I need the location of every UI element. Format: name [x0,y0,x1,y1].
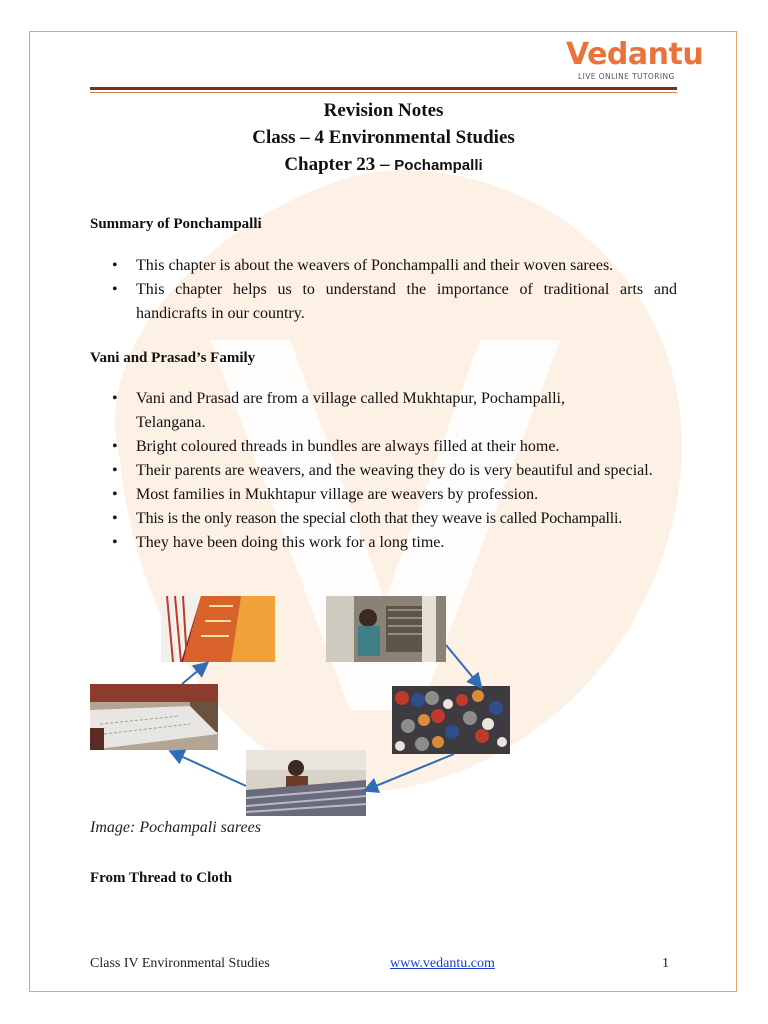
bullet-icon: • [112,257,118,274]
header-rule-thin [90,92,677,93]
woven-cloth-photo [90,684,218,750]
list-item-text: This chapter helps us to understand the importance of traditional arts and handicrafts in our country. [136,281,677,322]
document-header [90,97,677,179]
saree-photo [161,596,275,662]
title-line-1: Revision Notes [323,100,444,121]
bullet-list [90,254,677,326]
chapter-name: Pochampalli [394,157,483,174]
bullet-list [90,387,677,555]
list-item [90,483,677,507]
section-heading: Vani and Prasad’s Family [90,350,256,366]
bullet-icon: • [112,390,118,407]
list-item-text: They have been doing this work for a long time. [136,534,445,551]
chapter-number: Chapter 23 – [284,154,390,175]
list-item [90,435,677,459]
logo-tagline: LIVE ONLINE TUTORING [578,72,675,81]
page-number: 1 [662,956,669,971]
list-item-text: Most families in Mukhtapur village are weavers by profession. [136,486,539,503]
title-line-3 [90,151,677,179]
bullet-icon: • [112,486,118,503]
weaver-photo [326,596,446,662]
vedantu-logo[interactable] [566,37,704,84]
list-item [90,254,677,278]
title-line-2: Class – 4 Environmental Studies [252,127,515,148]
bullet-icon: • [112,438,118,455]
list-item-text: This is the only reason the special cloth that they weave is called Pochampalli. [136,510,623,527]
list-item [90,507,677,531]
list-item [90,531,677,555]
list-item-text: Their parents are weavers, and the weaving they do is very beautiful and special. [136,462,653,479]
list-item-text: Bright coloured threads in bundles are always filled at their home. [136,438,560,455]
logo-wordmark: Vedantu [566,37,704,72]
header-rule [90,87,677,90]
thread-bundles-photo [392,686,510,754]
list-item-text: Vani and Prasad are from a village called Mukhtapur, Pochampalli, Telangana. [136,390,565,431]
bullet-icon: • [112,281,118,298]
figure-caption: Image: Pochampali sarees [90,819,261,836]
list-item [90,278,677,326]
section-heading: Summary of Ponchampalli [90,216,262,232]
bullet-icon: • [112,462,118,479]
list-item [90,387,677,435]
list-item [90,459,677,483]
footer-left: Class IV Environmental Studies [90,956,270,971]
footer-link[interactable]: www.vedantu.com [390,956,495,971]
loom-photo [246,750,366,816]
list-item-text: This chapter is about the weavers of Ponchampalli and their woven sarees. [136,257,614,274]
bullet-icon: • [112,534,118,551]
section-heading: From Thread to Cloth [90,870,233,886]
bullet-icon: • [112,510,118,527]
